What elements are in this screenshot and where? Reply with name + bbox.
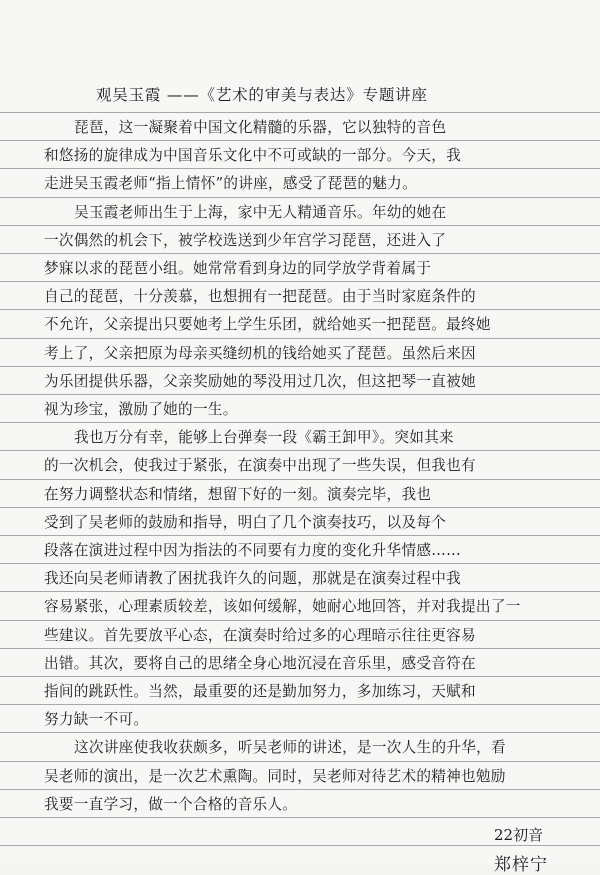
ruled-line [0, 338, 600, 339]
ruled-line [0, 112, 600, 113]
text-line: 一次偶然的机会下，被学校选送到少年宫学习琵琶，还进入了 [44, 232, 447, 249]
text-line: 些建议。首先要放平心态，在演奏时给过多的心理暗示往往更容易 [44, 627, 476, 644]
text-line: 指间的跳跃性。当然，最重要的还是勤加努力，多加练习，天赋和 [44, 683, 476, 700]
text-line: 自己的琵琶，十分羡慕，也想拥有一把琵琶。由于当时家庭条件的 [44, 288, 476, 305]
signature-name: 郑梓宁 [494, 855, 548, 875]
text-line: 吴老师的演出，是一次艺术熏陶。同时，吴老师对待艺术的精神也勉励 [44, 768, 506, 785]
text-line: 为乐团提供乐器，父亲奖励她的琴没用过几次，但这把琴一直被她 [44, 373, 476, 390]
text-line: 受到了吴老师的鼓励和指导，明白了几个演奏技巧，以及每个 [44, 514, 447, 531]
text-line: 我要一直学习，做一个合格的音乐人。 [44, 796, 298, 813]
ruled-line [0, 845, 600, 846]
text-line: 这次讲座使我收获颇多，听吴老师的讲述，是一次人生的升华，看 [74, 739, 506, 756]
text-line: 琵琶，这一凝聚着中国文化精髓的乐器，它以独特的音色 [74, 119, 447, 136]
ruled-line [0, 620, 600, 621]
text-line: 走进吴玉霞老师“指上情怀”的讲座，感受了琵琶的魅力。 [44, 175, 417, 192]
ruled-line [0, 761, 600, 762]
text-line: 考上了，父亲把原为母亲买缝纫机的钱给她买了琵琶。虽然后来因 [44, 345, 476, 362]
text-line: 不允许，父亲提出只要她考上学生乐团，就给她买一把琵琶。最终她 [44, 316, 491, 333]
text-line: 容易紧张，心理素质较差，该如何缓解，她耐心地回答，并对我提出了一 [44, 598, 521, 615]
text-line: 努力缺一不可。 [44, 711, 149, 728]
text-line: 出错。其次，要将自己的思绪全身心地沉浸在音乐里，感受音符在 [44, 655, 476, 672]
text-line: 我还向吴老师请教了困扰我许久的问题，那就是在演奏过程中我 [44, 570, 462, 587]
ruled-line [0, 479, 600, 480]
text-line: 和悠扬的旋律成为中国音乐文化中不可或缺的一部分。今天，我 [44, 147, 462, 164]
text-line: 在努力调整状态和情绪，想留下好的一刻。演奏完毕，我也 [44, 486, 432, 503]
text-line: 的一次机会，使我过于紧张，在演奏中出现了一些失误，但我也有 [44, 457, 476, 474]
ruled-line [0, 197, 600, 198]
text-line: 梦寐以求的琵琶小组。她常常看到身边的同学放学背着属于 [44, 260, 432, 277]
text-line: 段落在演进过程中因为指法的不同要有力度的变化升华情感…… [44, 542, 462, 559]
text-line: 视为珍宝，激励了她的一生。 [44, 401, 238, 418]
text-line: 吴玉霞老师出生于上海，家中无人精通音乐。年幼的她在 [74, 204, 447, 221]
text-line: 我也万分有幸，能够上台弹奏一段《霸王卸甲》。突如其来 [74, 429, 454, 446]
signature-class: 22初音 [494, 826, 544, 844]
document-title: 观吴玉霞 ——《艺术的审美与表达》专题讲座 [96, 86, 428, 104]
